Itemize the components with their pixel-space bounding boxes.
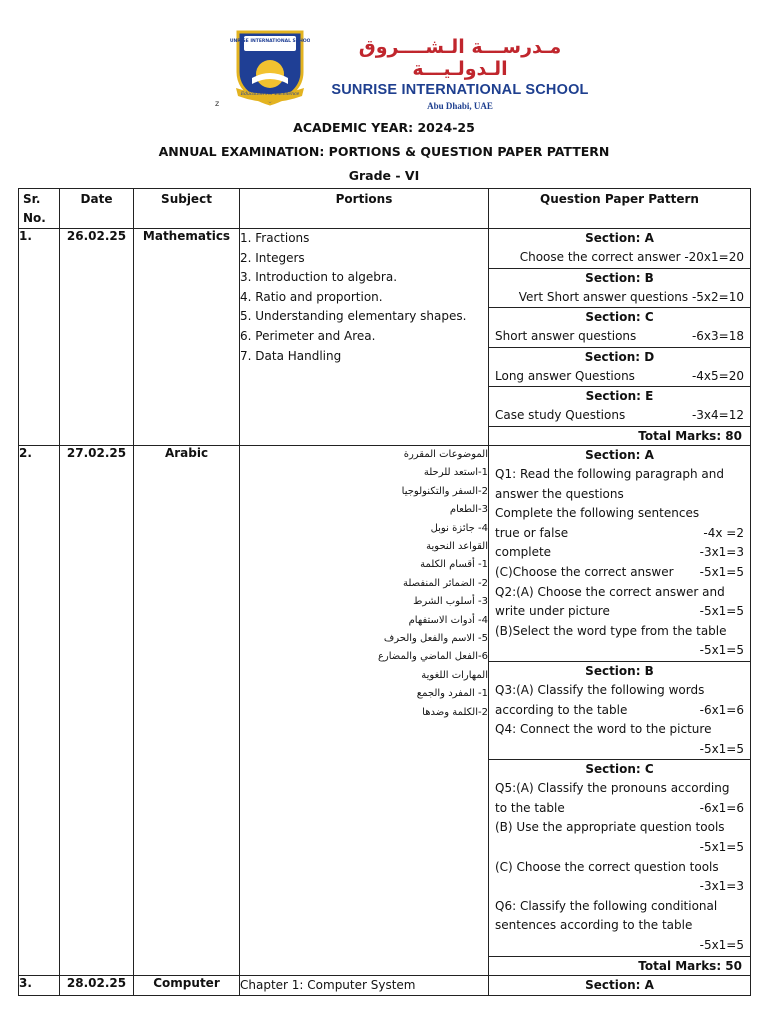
section-text: Long answer Questions <box>495 368 635 383</box>
row-question-pattern <box>489 445 751 975</box>
portion-item: 2-الكلمة وضدها <box>422 706 488 718</box>
portion-item: 4. Ratio and proportion. <box>240 289 383 304</box>
question-line <box>489 701 750 721</box>
row-date: 27.02.25 <box>60 445 134 975</box>
portion-item: Chapter 1: Computer System <box>240 977 416 992</box>
portion-item: 3- أسلوب الشرط <box>413 596 488 608</box>
question-line: Q2:(A) Choose the correct answer and <box>495 584 725 599</box>
section-text: Case study Questions <box>495 408 626 423</box>
question-marks: -5x1=5 <box>699 643 744 658</box>
row-question-pattern <box>489 975 751 996</box>
portion-item: 3-الطعام <box>449 504 488 516</box>
school-location: Abu Dhabi, UAE <box>427 101 493 111</box>
row-portions <box>240 229 489 446</box>
school-name-english: SUNRISE INTERNATIONAL SCHOOL <box>331 82 589 98</box>
section-title: Section: C <box>489 307 750 327</box>
row-portions-arabic <box>240 445 489 975</box>
section-line <box>489 327 750 347</box>
header-portions: Portions <box>240 189 489 229</box>
question-line: (B) Use the appropriate question tools <box>495 820 725 835</box>
portion-item: 4- جائزة نوبل <box>430 522 488 534</box>
section-title: Section: D <box>489 347 750 367</box>
logo-top-text: SUNRISE INTERNATIONAL SCHOOL <box>230 39 310 44</box>
question-marks: -6x1=6 <box>699 702 744 717</box>
question-line: answer the questions <box>495 486 624 501</box>
header-sr-no: Sr. No. <box>19 189 60 229</box>
question-text: (C)Choose the correct answer <box>495 564 674 579</box>
portion-item: 1- المفرد والجمع <box>416 688 488 700</box>
question-line: (B)Select the word type from the table <box>495 623 727 638</box>
row-portions <box>240 975 489 996</box>
section-title: Section: B <box>489 268 750 288</box>
school-name-arabic: مـدرســـة الـشــــروق الـدولـيـــة <box>358 36 562 80</box>
question-line: Q6: Classify the following conditional <box>495 898 718 913</box>
question-marks: -5x1=5 <box>699 938 744 953</box>
portion-item: 1-استعد للرحلة <box>423 467 488 479</box>
header-subject: Subject <box>134 189 240 229</box>
question-line: Complete the following sentences <box>495 506 700 521</box>
question-line <box>489 524 750 544</box>
portion-item: 6. Perimeter and Area. <box>240 328 376 343</box>
portion-item: 6-الفعل الماضي والمضارع <box>377 651 488 663</box>
portion-item: 2- الضمائر المنفصلة <box>403 577 488 589</box>
total-marks: Total Marks: 80 <box>489 426 750 445</box>
portion-item: 1. Fractions <box>240 231 310 245</box>
section-line <box>489 367 750 387</box>
row-subject: Computer <box>134 975 240 996</box>
question-text: write under picture <box>495 604 610 619</box>
question-line: Q5:(A) Classify the pronouns according <box>495 781 730 796</box>
section-text: Short answer questions <box>495 329 637 344</box>
row-subject: Mathematics <box>134 229 240 446</box>
question-line: (C) Choose the correct question tools <box>495 859 719 874</box>
question-marks: -5x1=5 <box>699 741 744 756</box>
school-name-block <box>330 36 590 112</box>
stray-mark: z <box>215 99 220 108</box>
section-title: Section: C <box>489 759 750 779</box>
question-marks: -5x1=5 <box>699 564 744 579</box>
header-pattern: Question Paper Pattern <box>489 189 751 229</box>
row-sr-no: 1. <box>19 229 60 446</box>
question-marks: -5x1=5 <box>699 840 744 855</box>
row-subject: Arabic <box>134 445 240 975</box>
header-date: Date <box>60 189 134 229</box>
section-title: Section: A <box>585 447 654 462</box>
total-marks: Total Marks: 50 <box>489 956 750 975</box>
section-marks: -3x4=12 <box>691 408 744 423</box>
section-line <box>489 406 750 426</box>
question-line: Q1: Read the following paragraph and <box>495 466 724 481</box>
table-row <box>19 229 751 446</box>
question-text: to the table <box>495 800 565 815</box>
exam-title: ANNUAL EXAMINATION: PORTIONS & QUESTION PAPER PATTERN <box>158 144 610 159</box>
portion-item: 2. Integers <box>240 250 305 265</box>
school-logo <box>230 28 310 106</box>
question-marks: -6x1=6 <box>699 800 744 815</box>
question-text: complete <box>495 545 552 560</box>
portion-item: 7. Data Handling <box>240 348 342 363</box>
portion-item: 5- الاسم والفعل والحرف <box>383 633 488 645</box>
row-question-pattern <box>489 229 751 446</box>
question-marks: -5x1=5 <box>699 604 744 619</box>
portion-item: 2-السفر والتكنولوجيا <box>401 485 488 497</box>
logo-motto-text: Education For Excellence <box>240 92 300 97</box>
academic-year-title: ACADEMIC YEAR: 2024-25 <box>293 120 475 135</box>
question-line <box>489 799 750 819</box>
row-date: 28.02.25 <box>60 975 134 996</box>
section-title: Section: E <box>489 386 750 406</box>
question-line: Q3:(A) Classify the following words <box>495 682 705 697</box>
grade-title: Grade - VI <box>348 168 420 183</box>
table-row <box>19 975 751 996</box>
question-line <box>489 563 750 583</box>
question-marks: -4x =2 <box>703 525 744 540</box>
question-marks: -3x1=3 <box>699 879 744 894</box>
portions-table <box>18 188 751 996</box>
section-marks: -6x3=18 <box>691 329 744 344</box>
question-line: Q4: Connect the word to the picture <box>495 722 712 737</box>
portion-item: القواعد النحوية <box>426 541 488 552</box>
question-line <box>489 602 750 622</box>
question-text: according to the table <box>495 702 628 717</box>
question-text: true or false <box>495 525 569 540</box>
section-marks: -4x5=20 <box>691 368 744 383</box>
section-title: Section: A <box>585 977 654 992</box>
section-title: Section: B <box>489 661 750 681</box>
table-row <box>19 445 751 975</box>
question-line: sentences according to the table <box>495 918 693 933</box>
question-marks: -3x1=3 <box>699 545 744 560</box>
portion-item: 1- أقسام الكلمة <box>420 559 488 571</box>
portion-item: المهارات اللغوية <box>421 669 488 681</box>
row-sr-no: 2. <box>19 445 60 975</box>
portion-item: 4- أدوات الاستفهام <box>408 614 488 626</box>
portion-item: 5. Understanding elementary shapes. <box>240 309 467 324</box>
portion-item: الموضوعات المقررة <box>403 448 488 460</box>
question-line <box>489 543 750 563</box>
table-header-row <box>19 189 751 229</box>
row-date: 26.02.25 <box>60 229 134 446</box>
school-header <box>0 0 768 110</box>
section-line: Vert Short answer questions -5x2=10 <box>518 289 744 304</box>
row-sr-no: 3. <box>19 975 60 996</box>
document-titles <box>0 118 768 190</box>
portion-item: 3. Introduction to algebra. <box>240 270 398 285</box>
section-title: Section: A <box>585 231 654 245</box>
section-line: Choose the correct answer -20x1=20 <box>519 250 744 264</box>
